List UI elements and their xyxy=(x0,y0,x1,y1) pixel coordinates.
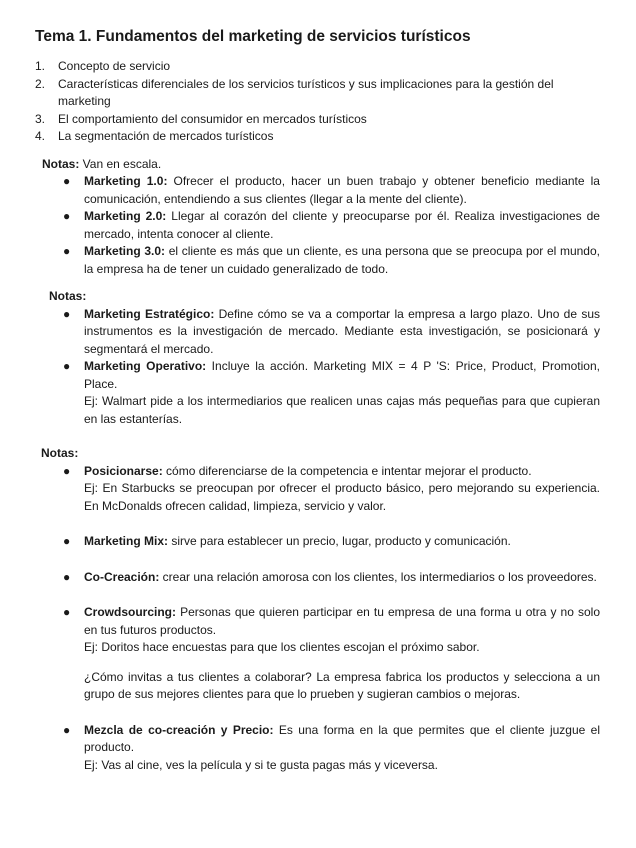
list-item xyxy=(42,208,600,243)
list-item xyxy=(42,463,600,516)
definition: Llegar al corazón del cliente y preocuparse por él. Realiza investigaciones de mercado, intenta conocer al cliente. xyxy=(84,209,600,241)
list-item xyxy=(42,722,600,775)
bullet-icon: ● xyxy=(63,209,71,223)
list-item xyxy=(42,243,600,278)
term: Marketing Estratégico: xyxy=(84,306,215,321)
list-number: 1. xyxy=(35,59,46,73)
list-number: 4. xyxy=(35,129,46,143)
list-item xyxy=(35,58,600,76)
bullet-icon: ● xyxy=(63,569,71,584)
definition: cómo diferenciarse de la competencia e intentar mejorar el producto. xyxy=(162,463,532,478)
bullet-icon: ● xyxy=(63,605,71,619)
notes-section-1 xyxy=(42,156,600,279)
list-item xyxy=(35,111,600,129)
example-text: Ej: En Starbucks se preocupan por ofrecer el producto básico, pero mejorando su experiencia. En McDonalds ofrecen calidad, limpieza, servicio y valor. xyxy=(84,481,600,513)
term: Marketing 2.0: xyxy=(84,209,167,223)
notes-label: Notas: xyxy=(49,289,87,303)
example-text: Ej: Walmart pide a los intermediarios que realicen unas cajas más pequeñas para que cupieran en las estanterías. xyxy=(84,394,600,426)
list-text: Concepto de servicio xyxy=(58,59,171,73)
list-number: 3. xyxy=(35,111,46,126)
term: Co-Creación: xyxy=(84,569,160,584)
definition: Ofrecer el producto, hacer un buen trabajo y obtener beneficio mediante la comunicación, entendiendo a sus clientes (llegar a la mente del cliente). xyxy=(84,174,600,206)
definition: sirve para establecer un precio, lugar, producto y comunicación. xyxy=(168,534,511,548)
term: Marketing 1.0: xyxy=(84,174,168,188)
paragraph-text: ¿Cómo invitas a tus clientes a colaborar? La empresa fabrica los productos y selecciona a un grupo de sus mejores clientes para que lo prueben y sugieran cambios o mejoras. xyxy=(84,669,600,701)
bullet-icon: ● xyxy=(63,244,71,258)
page-title: Tema 1. Fundamentos del marketing de servicios turísticos xyxy=(35,28,471,45)
bullet-icon: ● xyxy=(63,463,71,478)
list-item xyxy=(42,306,600,359)
topics-list xyxy=(35,58,600,146)
list-item xyxy=(42,569,600,587)
list-item xyxy=(35,76,600,111)
list-text: Características diferenciales de los servicios turísticos y sus implicaciones para la gestión del marketing xyxy=(58,76,554,108)
example-text: Ej: Vas al cine, ves la película y si te gusta pagas más y viceversa. xyxy=(84,757,438,772)
definition: Personas que quieren participar en tu empresa de una forma u otra y no solo en tus futuros productos. xyxy=(84,605,600,637)
term: Marketing Operativo: xyxy=(84,359,207,373)
term: Crowdsourcing: xyxy=(84,605,176,619)
term: Mezcla de co-creación y Precio: xyxy=(84,722,274,737)
bullet-list xyxy=(42,306,600,429)
bullet-icon: ● xyxy=(63,174,71,188)
example-text: Ej: Doritos hace encuestas para que los clientes escojan el próximo sabor. xyxy=(84,640,480,654)
term: Marketing Mix: xyxy=(84,534,169,548)
notes-section-3 xyxy=(41,445,600,774)
list-text: La segmentación de mercados turísticos xyxy=(58,129,274,143)
bullet-list xyxy=(42,463,600,775)
term: Marketing 3.0: xyxy=(84,244,166,258)
bullet-icon: ● xyxy=(63,722,71,737)
definition: Define cómo se va a comportar la empresa a largo plazo. Uno de sus instrumentos es la investigación de mercado. Mediante esta investigación, se posicionará y segmentará el mercado. xyxy=(84,306,600,356)
definition: Incluye la acción. Marketing MIX = 4 P 'S: Price, Product, Promotion, Place. xyxy=(84,359,600,391)
list-number: 2. xyxy=(35,76,46,91)
list-item xyxy=(42,358,600,428)
bullet-icon: ● xyxy=(63,534,71,548)
definition: el cliente es más que un cliente, es una persona que se preocupa por el mundo, la empresa ha de tener un cuidado generalizado de todo. xyxy=(84,244,600,276)
list-item xyxy=(42,173,600,208)
list-item xyxy=(42,604,600,704)
notes-section-2 xyxy=(49,288,600,428)
notes-label: Notas: xyxy=(41,446,79,460)
list-text: El comportamiento del consumidor en mercados turísticos xyxy=(58,111,367,126)
list-item xyxy=(42,533,600,551)
definition: crear una relación amorosa con los clientes, los intermediarios o los proveedores. xyxy=(159,569,597,584)
term: Posicionarse: xyxy=(84,463,163,478)
notes-intro: Van en escala. xyxy=(79,156,162,171)
bullet-icon: ● xyxy=(63,359,71,373)
list-item xyxy=(35,128,600,146)
bullet-icon: ● xyxy=(63,306,71,321)
definition: Es una forma en la que permites que el cliente juzgue el producto. xyxy=(84,722,600,754)
notes-label: Notas: xyxy=(42,156,80,171)
bullet-list xyxy=(42,173,600,278)
